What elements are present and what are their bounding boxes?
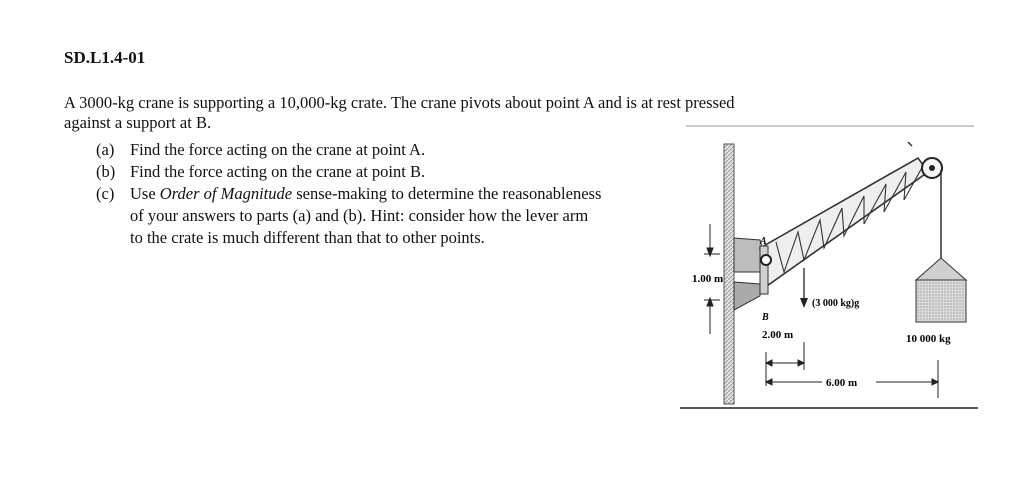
crane-weight-label: (3 000 kg)g xyxy=(812,298,860,309)
crate-mass-label: 10 000 kg xyxy=(906,333,951,345)
wall xyxy=(724,144,734,404)
part-b xyxy=(96,161,676,183)
label-b: B xyxy=(762,312,769,323)
pivot-pin-a xyxy=(761,255,771,265)
dim-crate-label: 6.00 m xyxy=(826,377,858,389)
pulley-hub xyxy=(929,165,935,171)
crate-sling xyxy=(916,258,966,280)
part-c-label: (c) xyxy=(96,184,115,203)
problem-parts xyxy=(96,139,676,249)
part-a-text: Find the force acting on the crane at point A. xyxy=(130,140,426,159)
intro-line-1: A 3000-kg crane is supporting a 10,000-kg crate. The crane pivots about point A and is at rest pressed xyxy=(64,93,735,112)
part-a xyxy=(96,139,676,161)
support-b xyxy=(734,282,760,310)
crane-mast xyxy=(760,246,768,294)
crate xyxy=(916,280,966,322)
dim-vertical-label: 1.00 m xyxy=(692,273,724,285)
crane-figure xyxy=(680,120,980,416)
part-c-text: Use Order of Magnitude sense-making to determine the reasonableness xyxy=(130,184,602,203)
part-c-line-3: to the crate is much different than that to other points. xyxy=(130,228,485,247)
problem-id: SD.L1.4-01 xyxy=(64,48,146,67)
part-c-emphasis: Order of Magnitude xyxy=(159,184,293,203)
weight-arrowhead xyxy=(800,298,808,308)
label-a: A xyxy=(760,236,767,247)
part-b-label: (b) xyxy=(96,162,116,181)
part-b-text: Find the force acting on the crane at point B. xyxy=(130,162,426,181)
part-c-line-2: of your answers to parts (a) and (b). Hint: consider how the lever arm xyxy=(130,206,589,225)
dim-b-label: 2.00 m xyxy=(762,329,794,341)
part-a-label: (a) xyxy=(96,140,115,159)
pulley-mark xyxy=(908,142,912,146)
part-c xyxy=(96,183,676,205)
intro-line-2: against a support at B. xyxy=(64,113,212,132)
